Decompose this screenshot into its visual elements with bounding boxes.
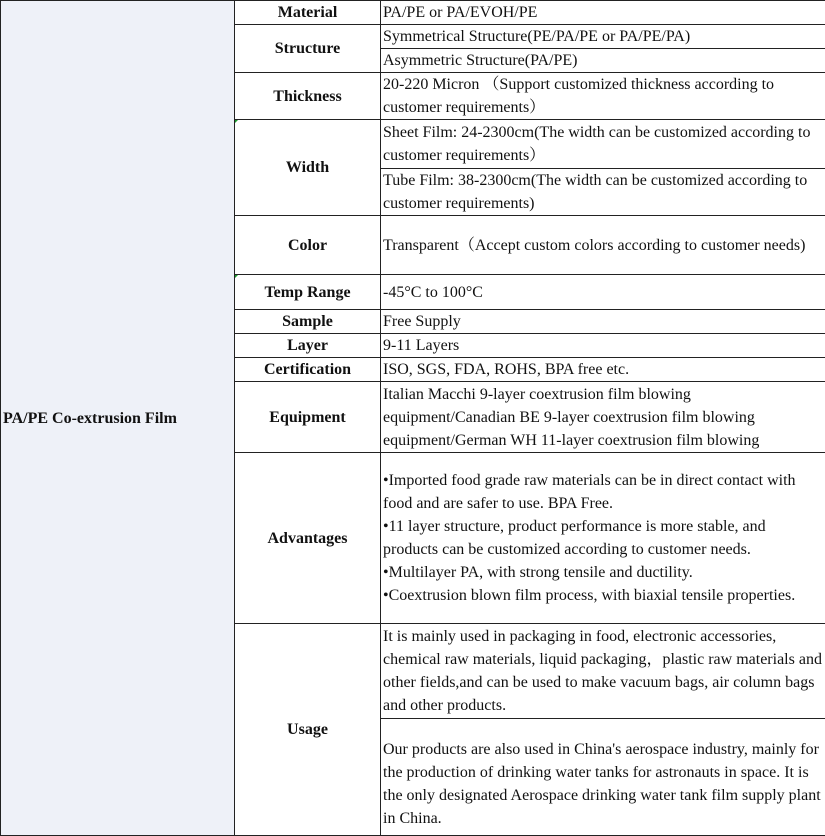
- usage-aerospace-text: Our products are also used in China's aerospace industry, mainly for the production of drinking water tanks for astronauts in space. It is the only designated Aerospace drinking water tank film supply plant in China.: [383, 738, 823, 830]
- value-material: PA/PE or PA/EVOH/PE: [381, 1, 825, 25]
- product-name-cell: PA/PE Co-extrusion Film: [1, 1, 235, 836]
- value-layer: 9-11 Layers: [381, 334, 825, 358]
- label-advantages: Advantages: [235, 453, 381, 624]
- value-advantages: [381, 453, 825, 624]
- spacer: [383, 724, 823, 738]
- value-structure-symmetrical: Symmetrical Structure(PE/PA/PE or PA/PE/PA): [381, 25, 825, 49]
- label-width: Width: [235, 120, 381, 216]
- label-structure: Structure: [235, 25, 381, 73]
- label-layer: Layer: [235, 334, 381, 358]
- label-material: Material: [235, 1, 381, 25]
- value-usage-aerospace: [381, 719, 825, 836]
- value-temp-range: -45°C to 100°C: [381, 275, 825, 310]
- label-sample: Sample: [235, 310, 381, 334]
- advantage-item: •Imported food grade raw materials can be in direct contact with food and are safer to use. BPA Free.: [383, 469, 823, 515]
- label-equipment: Equipment: [235, 382, 381, 453]
- value-width-tube: Tube Film: 38-2300cm(The width can be customized according to customer requirements): [381, 169, 825, 216]
- value-certification: ISO, SGS, FDA, ROHS, BPA free etc.: [381, 358, 825, 382]
- advantage-item: •Coextrusion blown film process, with biaxial tensile properties.: [383, 584, 823, 607]
- advantage-item: •Multilayer PA, with strong tensile and ductility.: [383, 561, 823, 584]
- value-thickness: 20-220 Micron （Support customized thickness according to customer requirements）: [381, 73, 825, 120]
- label-temp-range: Temp Range: [235, 275, 381, 310]
- label-certification: Certification: [235, 358, 381, 382]
- value-width-sheet: Sheet Film: 24-2300cm(The width can be customized according to customer requirements）: [381, 120, 825, 169]
- value-usage-fields: It is mainly used in packaging in food, electronic accessories, chemical raw materials, liquid packaging，plastic raw materials and other fields,and can be used to make vacuum bags, air column bags and other products.: [381, 624, 825, 719]
- label-usage: Usage: [235, 624, 381, 836]
- value-structure-asymmetric: Asymmetric Structure(PA/PE): [381, 49, 825, 73]
- label-color: Color: [235, 216, 381, 275]
- label-thickness: Thickness: [235, 73, 381, 120]
- value-sample: Free Supply: [381, 310, 825, 334]
- advantage-item: •11 layer structure, product performance is more stable, and products can be customized according to customer needs.: [383, 515, 823, 561]
- value-color: Transparent（Accept custom colors according to customer needs): [381, 216, 825, 275]
- value-equipment: Italian Macchi 9-layer coextrusion film blowing equipment/Canadian BE 9-layer coextrusion film blowing equipment/German WH 11-layer coextrusion film blowing: [381, 382, 825, 453]
